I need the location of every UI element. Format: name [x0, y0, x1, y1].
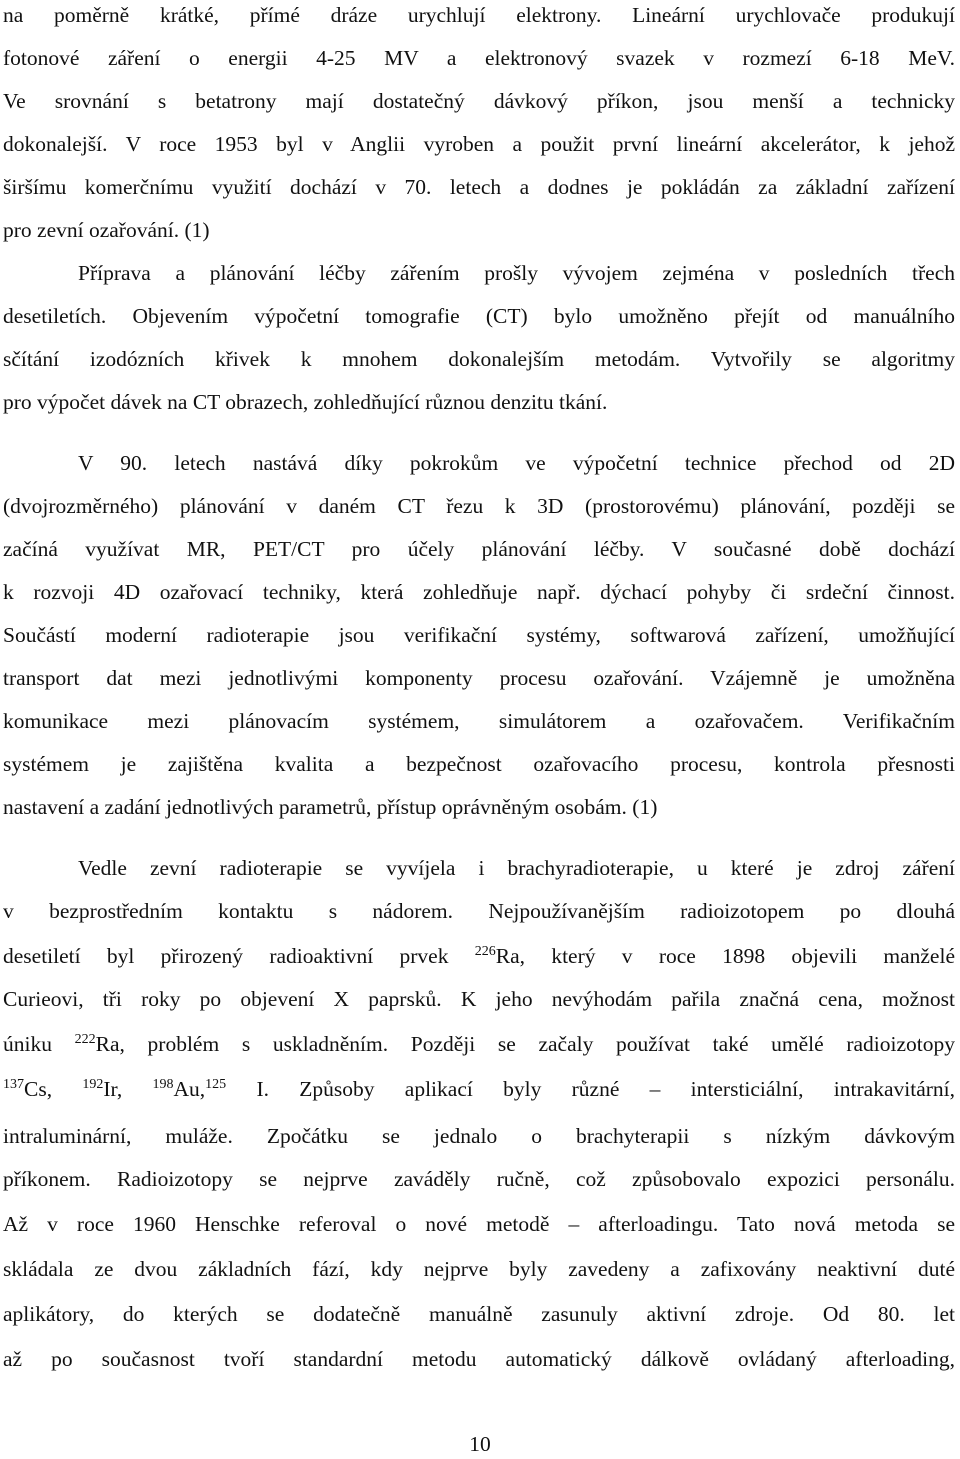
- text-segment: desetiletí byl přirozený radioaktivní prvek: [3, 944, 475, 968]
- superscript: 226: [474, 944, 496, 959]
- text-segment: Cs,: [24, 1077, 83, 1101]
- superscript: 198: [152, 1077, 174, 1092]
- text-segment: Ir,: [103, 1077, 153, 1101]
- text-segment: I. Způsoby aplikací byly různé – intersticiální, intrakavitární,: [226, 1077, 955, 1101]
- text-segment: Ra, problém s uskladněním. Později se začaly používat také umělé radioizotopy: [95, 1032, 955, 1056]
- text-line: na poměrně krátké, přímé dráze urychlují elektrony. Lineární urychlovače produkují: [3, 3, 955, 27]
- superscript: 222: [74, 1032, 96, 1047]
- text-line: pro zevní ozařování. (1): [3, 218, 210, 242]
- text-line: fotonové záření o energii 4-25 MV a elektronový svazek v rozmezí 6-18 MeV.: [3, 46, 955, 70]
- text-line: aplikátory, do kterých se dodatečně manuálně zasunuly aktivní zdroje. Od 80. let: [3, 1302, 955, 1326]
- superscript: 192: [82, 1077, 104, 1092]
- text-line: transport dat mezi jednotlivými komponenty procesu ozařování. Vzájemně je umožněna: [3, 666, 955, 690]
- text-line: pro výpočet dávek na CT obrazech, zohledňující různou denzitu tkání.: [3, 390, 608, 414]
- text-line: komunikace mezi plánovacím systémem, simulátorem a ozařovačem. Verifikačním: [3, 709, 955, 733]
- text-line: v bezprostředním kontaktu s nádorem. Nejpoužívanějším radioizotopem po dlouhá: [3, 899, 955, 923]
- page-number: 10: [469, 1432, 491, 1456]
- text-line: příkonem. Radioizotopy se nejprve zaváděly ručně, což způsobovalo expozici personálu.: [3, 1167, 955, 1191]
- text-line-ra226: [3, 941, 955, 971]
- text-line: dokonalejší. V roce 1953 byl v Anglii vyroben a použit první lineární akcelerátor, k jehož: [3, 132, 955, 156]
- superscript: 137: [3, 1077, 24, 1092]
- text-line: Ve srovnání s betatrony mají dostatečný dávkový příkon, jsou menší a technicky: [3, 89, 955, 113]
- text-line: až po současnost tvoří standardní metodu automatický dálkově ovládaný afterloading,: [3, 1347, 955, 1371]
- text-line: nastavení a zadání jednotlivých parametrů, přístup oprávněným osobám. (1): [3, 795, 658, 819]
- text-line: (dvojrozměrného) plánování v daném CT řezu k 3D (prostorovému) plánování, později se: [3, 494, 955, 518]
- superscript: 125: [205, 1077, 227, 1092]
- text-line: intraluminární, muláže. Zpočátku se jednalo o brachyterapii s nízkým dávkovým: [3, 1124, 955, 1148]
- text-line: Curieovi, tři roky po objevení X paprsků. K jeho nevýhodám pařila značná cena, možnost: [3, 987, 955, 1011]
- text-line: sčítání izodózních křivek k mnohem dokonalejším metodám. Vytvořily se algoritmy: [3, 347, 955, 371]
- text-line: V 90. letech nastává díky pokrokům ve výpočetní technice přechod od 2D: [78, 451, 955, 475]
- text-segment: Ra, který v roce 1898 objevili manželé: [495, 944, 955, 968]
- text-line: Vedle zevní radioterapie se vyvíjela i brachyradioterapie, u které je zdroj záření: [78, 856, 955, 880]
- text-line: skládala ze dvou základních fází, kdy nejprve byly zavedeny a zafixovány neaktivní duté: [3, 1257, 955, 1281]
- text-line: desetiletích. Objevením výpočetní tomografie (CT) bylo umožněno přejít od manuálního: [3, 304, 955, 328]
- text-line: širšímu komerčnímu využití dochází v 70. letech a dodnes je pokládán za základní zařízení: [3, 175, 955, 199]
- text-line: začíná využívat MR, PET/CT pro účely plánování léčby. V současné době dochází: [3, 537, 955, 561]
- text-line: Až v roce 1960 Henschke referoval o nové metodě – afterloadingu. Tato nová metoda se: [3, 1212, 955, 1236]
- text-line-ra222: [3, 1029, 955, 1059]
- text-line: Příprava a plánování léčby zářením prošly vývojem zejména v posledních třech: [78, 261, 955, 285]
- text-line: k rozvoji 4D ozařovací techniky, která zohledňuje např. dýchací pohyby či srdeční činnost.: [3, 580, 955, 604]
- text-line: Součástí moderní radioterapie jsou verifikační systémy, softwarová zařízení, umožňující: [3, 623, 955, 647]
- text-segment: úniku: [3, 1032, 75, 1056]
- text-segment: Au,: [173, 1077, 206, 1101]
- text-line: systémem je zajištěna kvalita a bezpečnost ozařovacího procesu, kontrola přesnosti: [3, 752, 955, 776]
- text-line-isotopes: [3, 1074, 955, 1104]
